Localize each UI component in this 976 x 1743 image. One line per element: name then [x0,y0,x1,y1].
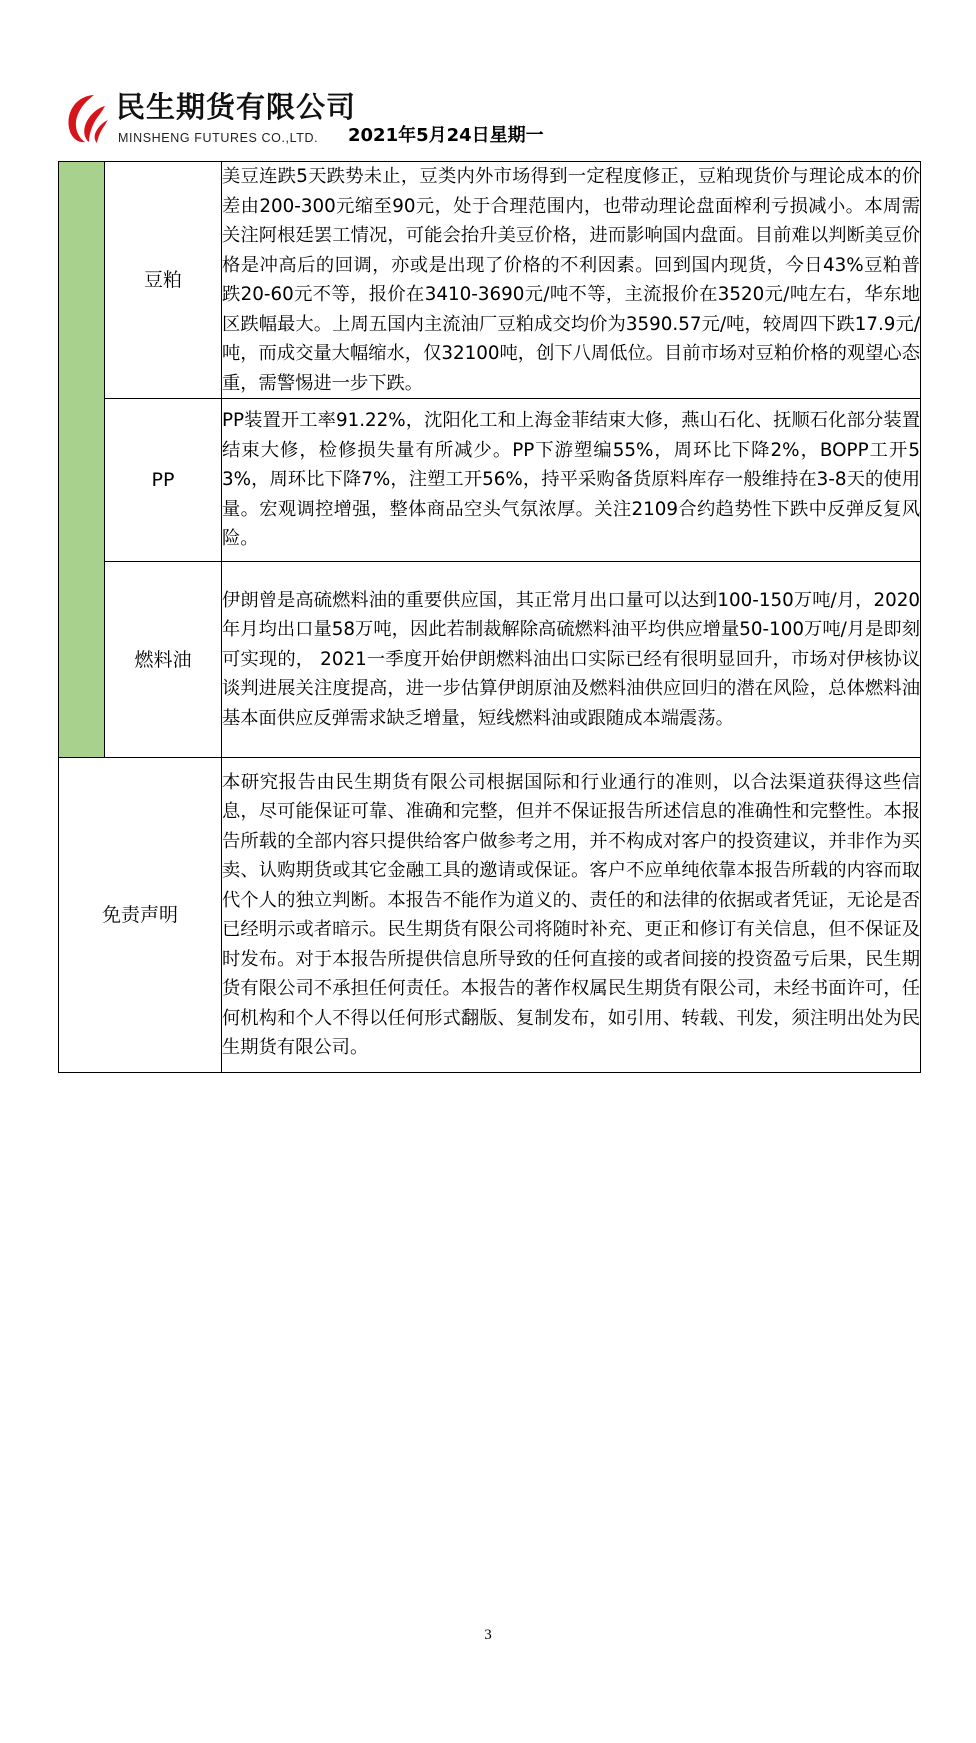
report-date: 2021年5月24日星期一 [348,125,544,146]
disclaimer-row [59,758,921,1073]
row-label: PP [105,399,222,562]
table-row [59,399,921,562]
table-row [59,562,921,758]
page-number: 3 [484,1627,492,1643]
table-row [59,162,921,399]
company-name-en: MINSHENG FUTURES CO.,LTD. [118,131,319,145]
commodity-table [58,161,921,1073]
disclaimer-label: 免责声明 [59,758,222,1073]
row-text: PP装置开工率91.22%，沈阳化工和上海金菲结束大修，燕山石化、抚顺石化部分装置结束大修，检修损失量有所减少。PP下游塑编55%，周环比下降2%，BOPP工开53%，周环比下降7%，注塑工开56%，持平采购备货原料库存一般维持在3-8天的使用量。宏观调控增强，整体商品空头气氛浓厚。关注2109合约趋势性下跌中反弹反复风险。 [222,399,921,562]
row-label: 燃料油 [105,562,222,758]
company-name-cn: 民生期货有限公司 [116,90,357,124]
row-text: 美豆连跌5天跌势未止，豆类内外市场得到一定程度修正，豆粕现货价与理论成本的价差由200-300元缩至90元，处于合理范围内，也带动理论盘面榨利亏损减小。本周需关注阿根廷罢工情况，可能会抬升美豆价格，进而影响国内盘面。目前难以判断美豆价格是冲高后的回调，亦或是出现了价格的不利因素。回到国内现货，今日43%豆粕普跌20-60元不等，报价在3410-3690元/吨不等，主流报价在3520元/吨左右，华东地区跌幅最大。上周五国内主流油厂豆粕成交均价为3590.57元/吨，较周四下跌17.9元/吨，而成交量大幅缩水，仅32100吨，创下八周低位。目前市场对豆粕价格的观望心态重，需警惕进一步下跌。 [222,162,921,399]
row-label: 豆粕 [105,162,222,399]
minsheng-swoosh-icon [64,92,110,144]
disclaimer-text: 本研究报告由民生期货有限公司根据国际和行业通行的准则，以合法渠道获得这些信息，尽可能保证可靠、准确和完整，但并不保证报告所述信息的准确性和完整性。本报告所载的全部内容只提供给客户做参考之用，并不构成对客户的投资建议，并非作为买卖、认购期货或其它金融工具的邀请或保证。客户不应单纯依靠本报告所载的内容而取代个人的独立判断。本报告不能作为道义的、责任的和法律的依据或者凭证，无论是否已经明示或者暗示。民生期货有限公司将随时补充、更正和修订有关信息，但不保证及时发布。对于本报告所提供信息所导致的任何直接的或者间接的投资盈亏后果，民生期货有限公司不承担任何责任。本报告的著作权属民生期货有限公司，未经书面许可，任何机构和个人不得以任何形式翻版、复制发布，如引用、转载、刊发，须注明出处为民生期货有限公司。 [222,758,921,1073]
row-text: 伊朗曾是高硫燃料油的重要供应国，其正常月出口量可以达到100-150万吨/月，2020年月均出口量58万吨，因此若制裁解除高硫燃料油平均供应增量50-100万吨/月是即刻可实现的， 2021一季度开始伊朗燃料油出口实际已经有很明显回升，市场对伊核协议谈判进展关注度提高，进一步估算伊朗原油及燃料油供应回归的潜在风险，总体燃料油基本面供应反弹需求缺乏增量，短线燃料油或跟随成本端震荡。 [222,562,921,758]
category-cell [59,162,105,758]
page-header [64,88,924,154]
